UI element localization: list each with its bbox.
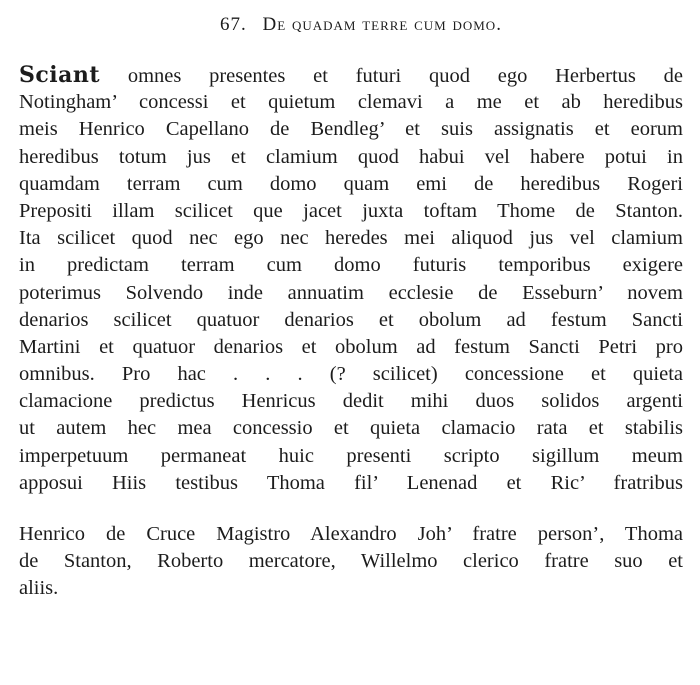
charter-heading xyxy=(19,10,683,40)
text-line xyxy=(19,62,683,89)
text-line: clamacione predictus Henricus dedit mihi duos solidos argenti xyxy=(19,390,683,413)
incipit-word: Sciant xyxy=(19,62,101,88)
paragraph-gap xyxy=(19,497,683,521)
text-line: de Stanton, Roberto mercatore, Willelmo clerico fratre suo et xyxy=(19,550,683,573)
text-line: Martini et quatuor denarios et obolum ad festum Sancti Petri pro xyxy=(19,335,683,358)
charter-title: De quadam terre cum domo. xyxy=(262,14,502,35)
text-line: heredibus totum jus et clamium quod habui vel habere potui in xyxy=(19,145,683,168)
text-line: imperpetuum permaneat huic presenti scripto sigillum meum xyxy=(19,444,683,467)
text-line: in predictam terram cum domo futuris temporibus exigere xyxy=(19,254,683,277)
text-line: Ita scilicet quod nec ego nec heredes mei aliquod jus vel clamium xyxy=(19,227,683,250)
text-line: quamdam terram cum domo quam emi de heredibus Rogeri xyxy=(19,172,683,195)
text-line: meis Henrico Capellano de Bendleg’ et suis assignatis et eorum xyxy=(19,118,683,141)
text-line: poterimus Solvendo inde annuatim ecclesie de Esseburn’ novem xyxy=(19,281,683,304)
text-line-content: omnes presentes et futuri quod ego Herbertus de xyxy=(127,65,683,87)
text-line: Notingham’ concessi et quietum clemavi a me et ab heredibus xyxy=(19,91,683,114)
text-line: apposui Hiis testibus Thoma fil’ Lenenad et Ric’ fratribus xyxy=(19,471,683,494)
text-line: aliis. xyxy=(19,577,59,600)
charter-number: 67. xyxy=(220,14,247,35)
text-line: omnibus. Pro hac . . . (? scilicet) concessione et quieta xyxy=(19,363,683,386)
charter-body xyxy=(19,62,683,497)
text-line: Prepositi illam scilicet que jacet juxta toftam Thome de Stanton. xyxy=(19,199,683,222)
witness-continuation xyxy=(19,521,683,603)
text-line: Henrico de Cruce Magistro Alexandro Joh’ fratre person’, Thoma xyxy=(19,523,683,545)
document-page xyxy=(19,10,683,603)
text-line: denarios scilicet quatuor denarios et obolum ad festum Sancti xyxy=(19,308,683,331)
text-line: ut autem hec mea concessio et quieta clamacio rata et stabilis xyxy=(19,417,683,440)
